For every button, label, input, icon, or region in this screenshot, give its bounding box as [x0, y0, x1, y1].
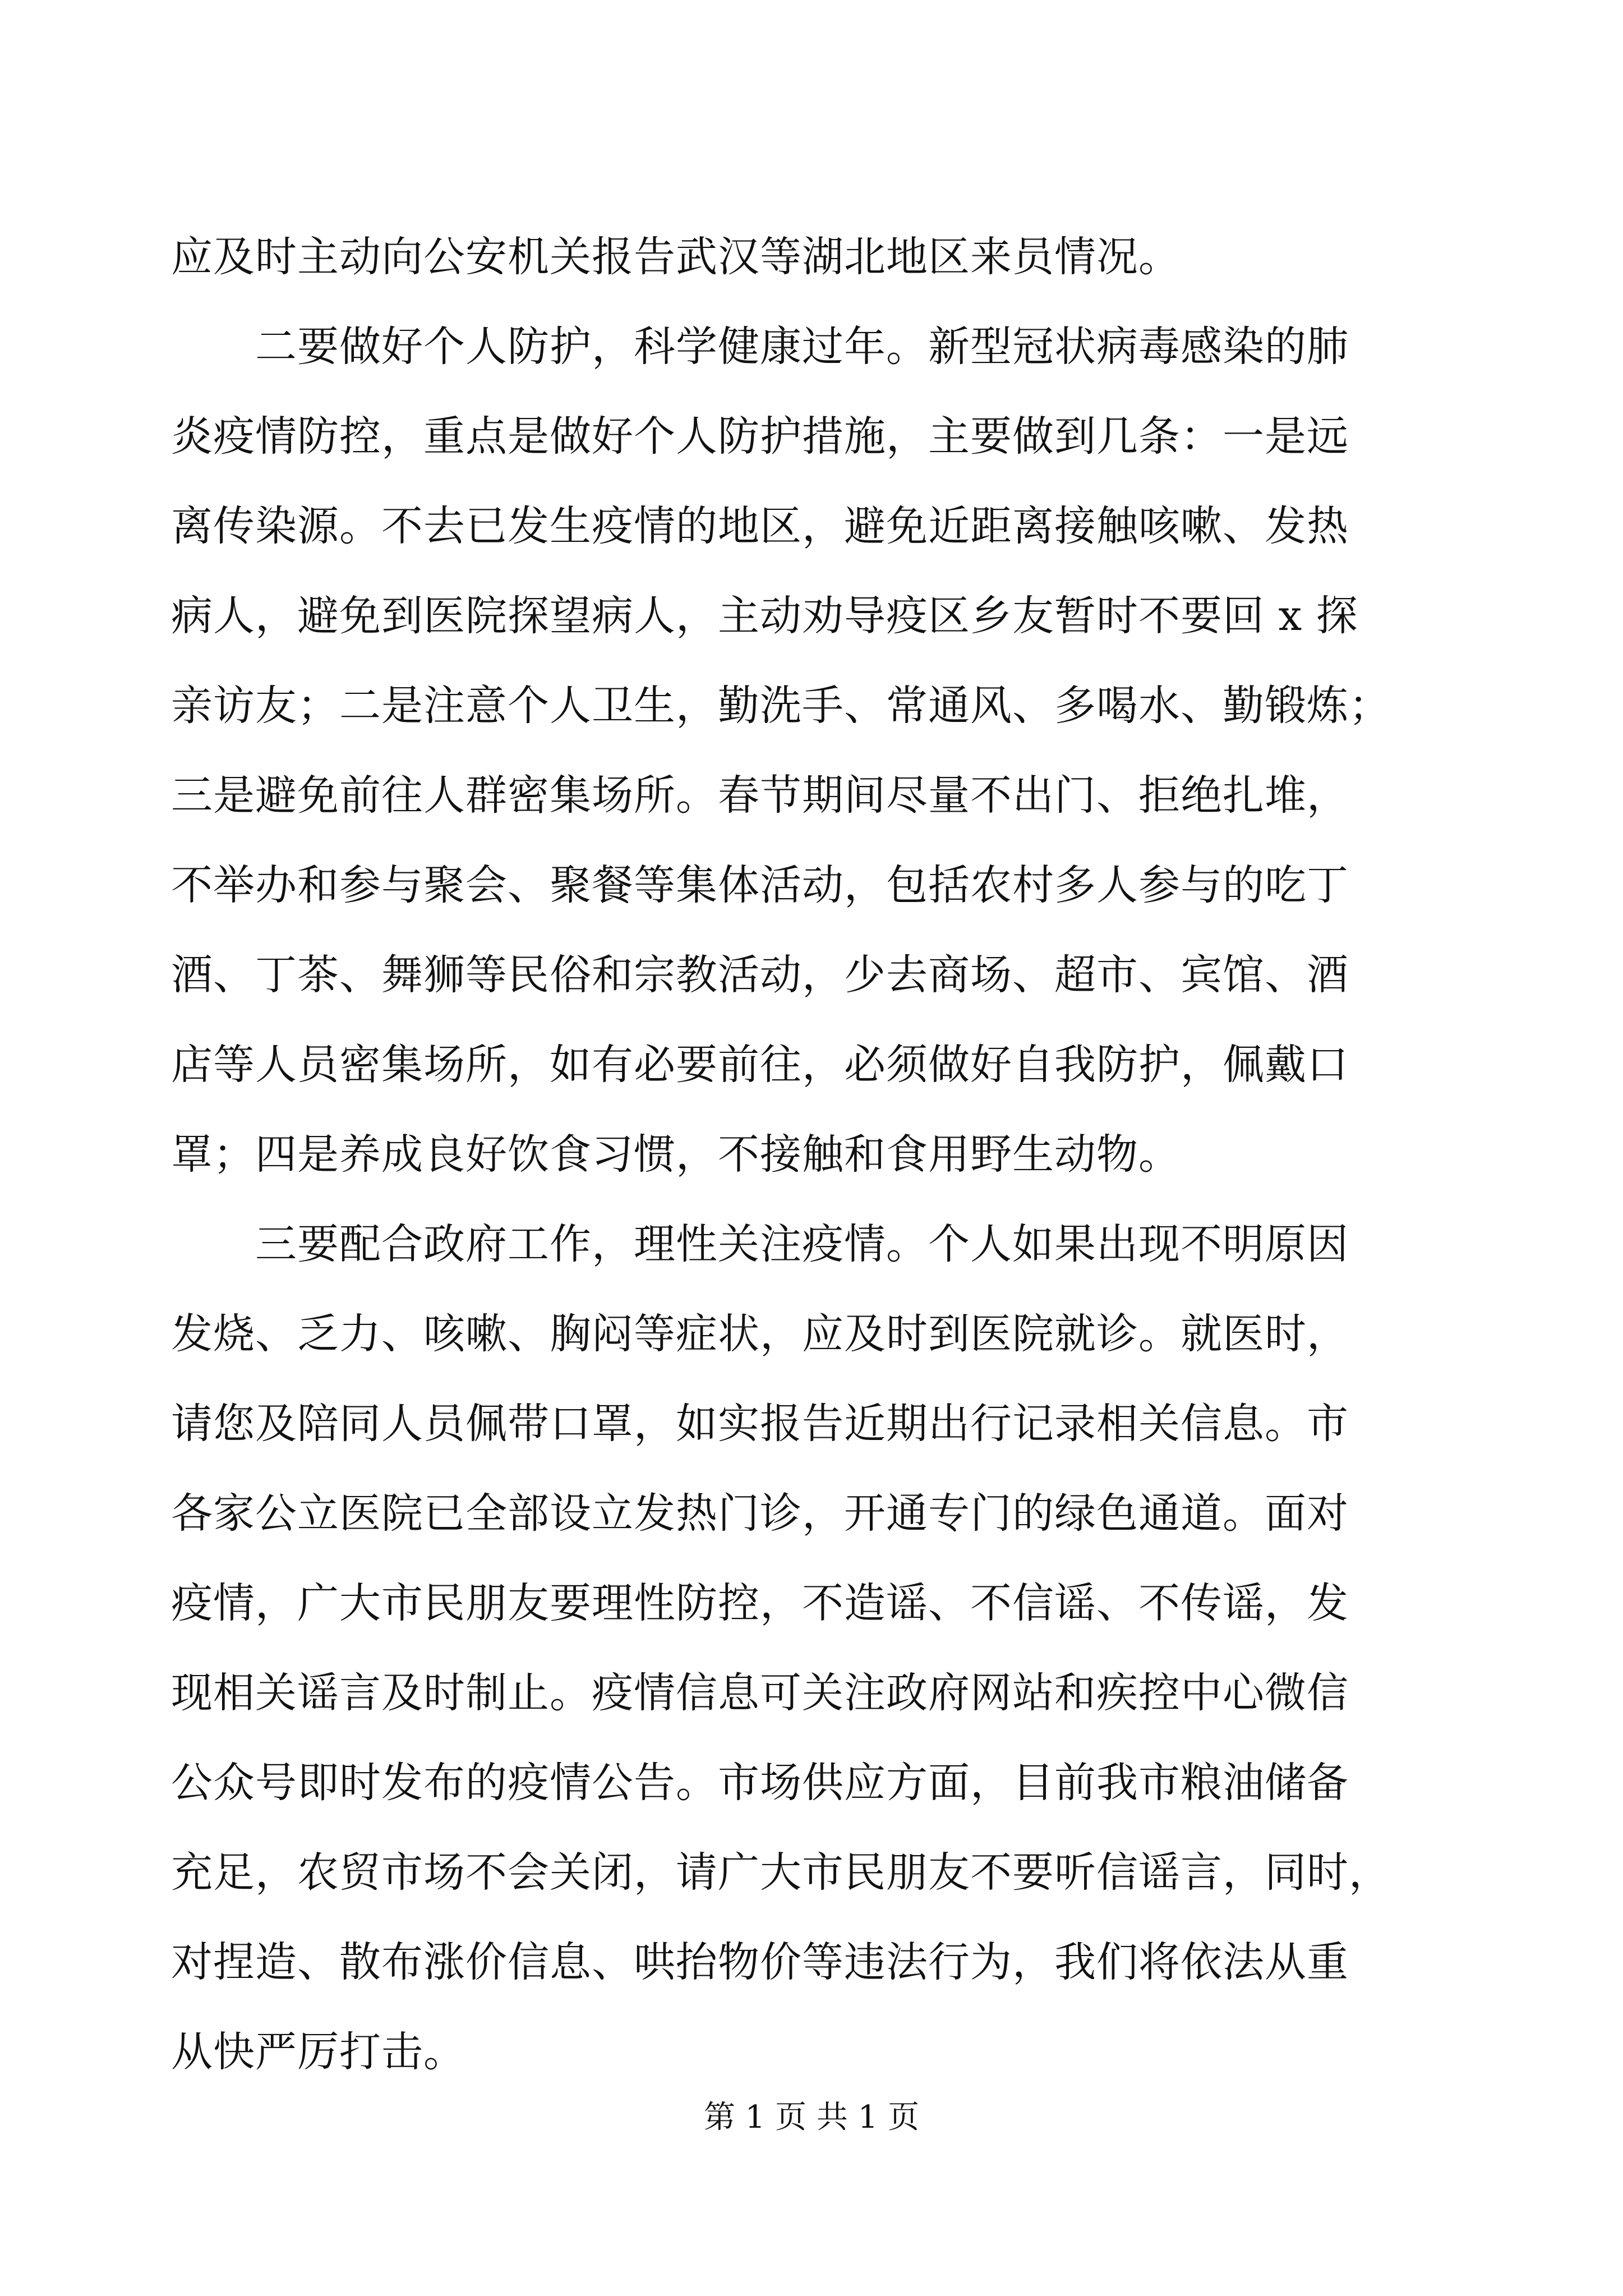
- body-line: 现相关谣言及时制止。疫情信息可关注政府网站和疾控中心微信: [171, 1669, 1349, 1717]
- body-line: 不举办和参与聚会、聚餐等集体活动，包括农村多人参与的吃丁: [171, 861, 1349, 909]
- body-line: 亲访友；二是注意个人卫生，勤洗手、常通风、多喝水、勤锻炼；: [171, 682, 1391, 730]
- body-line: 从快严厉打击。: [171, 2028, 465, 2076]
- body-line: 炎疫情防控，重点是做好个人防护措施，主要做到几条：一是远: [171, 412, 1349, 461]
- body-line: 三要配合政府工作，理性关注疫情。个人如果出现不明原因: [255, 1220, 1349, 1268]
- body-line: 离传染源。不去已发生疫情的地区，避免近距离接触咳嗽、发热: [171, 502, 1349, 550]
- body-line: 发烧、乏力、咳嗽、胸闷等症状，应及时到医院就诊。就医时，: [171, 1310, 1349, 1358]
- body-line: 疫情，广大市民朋友要理性防控，不造谣、不信谣、不传谣，发: [171, 1579, 1349, 1627]
- body-line: 二要做好个人防护，科学健康过年。新型冠状病毒感染的肺: [255, 323, 1349, 371]
- body-line: 请您及陪同人员佩带口罩，如实报告近期出行记录相关信息。市: [171, 1400, 1349, 1448]
- document-body: [171, 212, 1427, 2097]
- body-line: 各家公立医院已全部设立发热门诊，开通专门的绿色通道。面对: [171, 1489, 1349, 1538]
- body-line: 罩；四是养成良好饮食习惯，不接触和食用野生动物。: [171, 1130, 1181, 1179]
- body-line: 对捏造、散布涨价信息、哄抬物价等违法行为，我们将依法从重: [171, 1938, 1349, 1986]
- body-line: 公众号即时发布的疫情公告。市场供应方面，目前我市粮油储备: [171, 1759, 1349, 1807]
- body-line: 充足，农贸市场不会关闭，请广大市民朋友不要听信谣言，同时，: [171, 1848, 1391, 1897]
- page-number-footer: 第 1 页 共 1 页: [703, 2099, 920, 2136]
- body-line: 病人，避免到医院探望病人，主动劝导疫区乡友暂时不要回 x 探: [171, 592, 1358, 640]
- body-line: 应及时主动向公安机关报告武汉等湖北地区来员情况。: [171, 233, 1181, 281]
- body-line: 三是避免前往人群密集场所。春节期间尽量不出门、拒绝扎堆，: [171, 771, 1349, 820]
- body-line: 店等人员密集场所，如有必要前往，必须做好自我防护，佩戴口: [171, 1041, 1349, 1089]
- body-line: 酒、丁茶、舞狮等民俗和宗教活动，少去商场、超市、宾馆、酒: [171, 951, 1349, 999]
